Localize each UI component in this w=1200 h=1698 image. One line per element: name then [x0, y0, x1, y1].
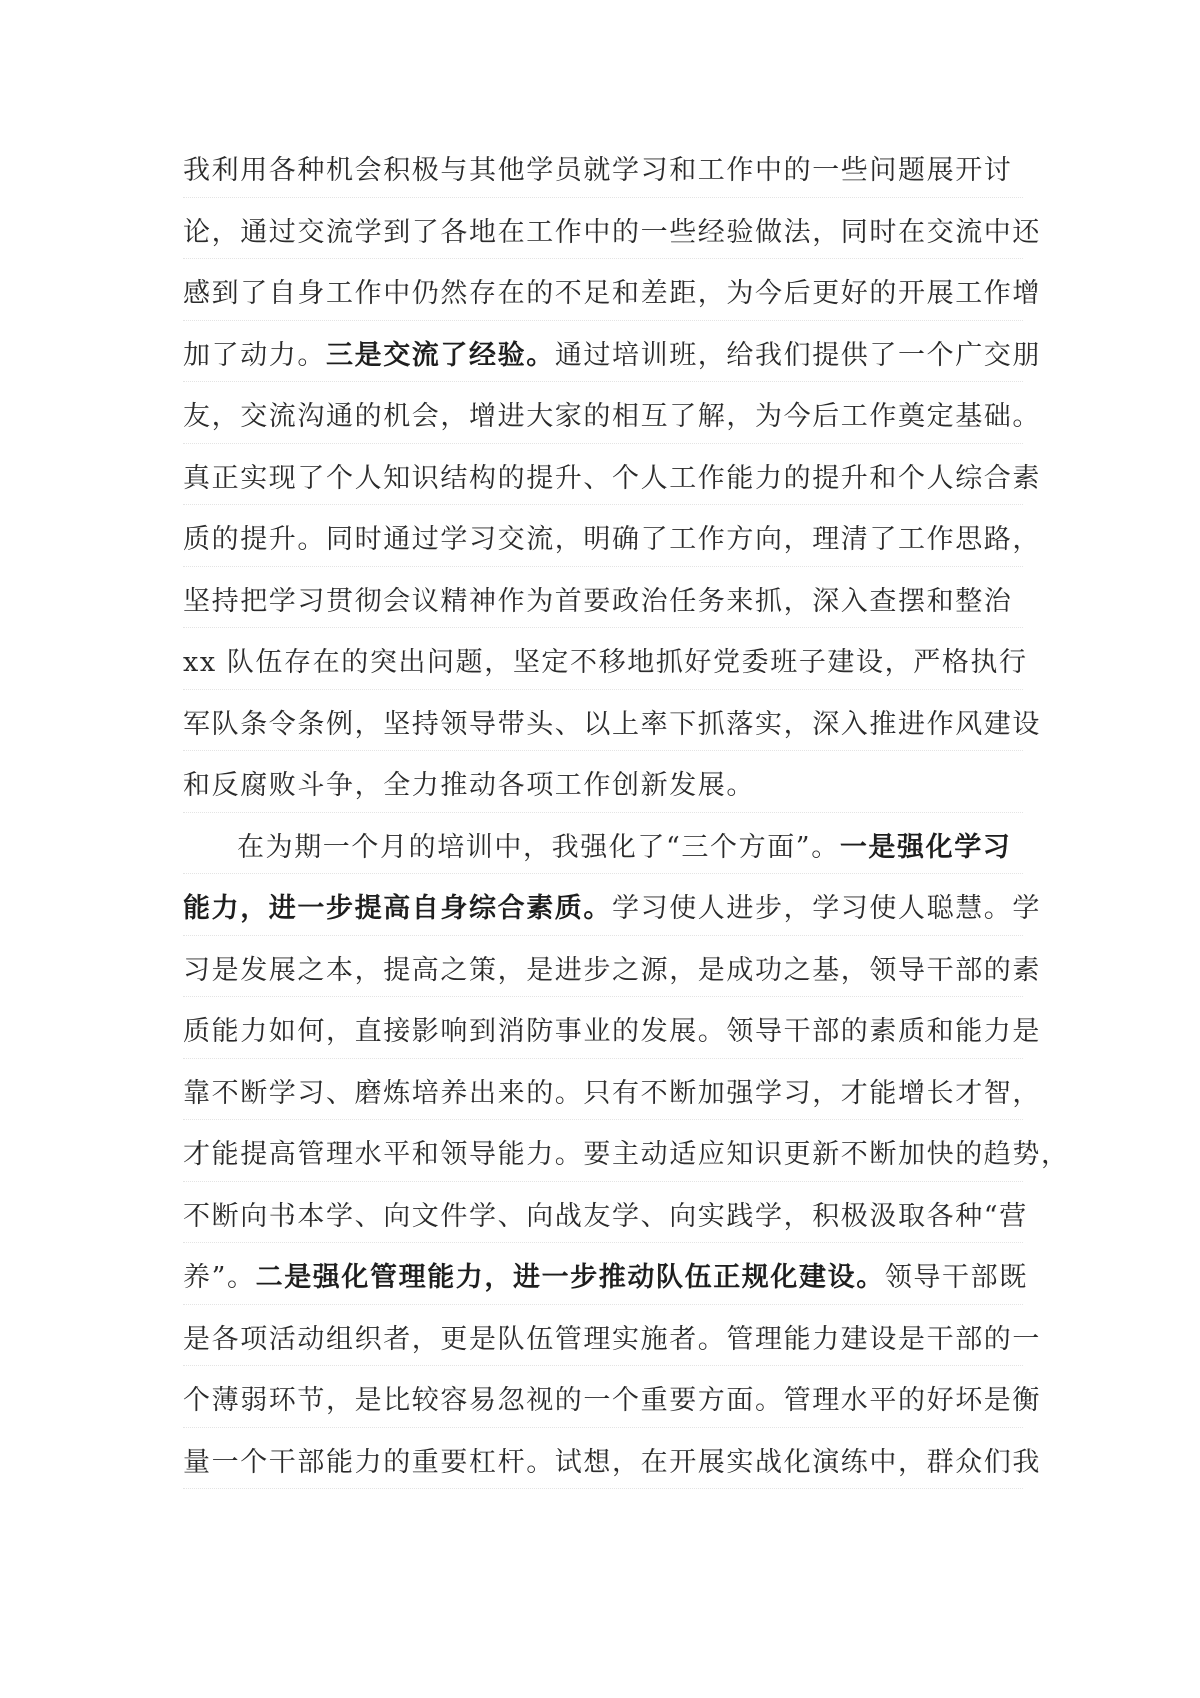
text-line: [183, 1432, 1041, 1494]
text-run: 坚持把学习贯彻会议精神作为首要政治任务来抓，深入查摆和整治: [183, 585, 1013, 617]
text-run: 在为期一个月的培训中，我强化了“三个方面”。: [237, 831, 840, 863]
text-line: [183, 1124, 1070, 1186]
text-run: 质能力如何，直接影响到消防事业的发展。领导干部的素质和能力是: [183, 1016, 1041, 1047]
paragraph-1: [183, 140, 1042, 817]
bold-heading-phrase: 一是强化学习: [839, 831, 1012, 863]
text-line: [183, 1001, 1041, 1063]
text-run: 量一个干部能力的重要杠杆。试想，在开展实战化演练中，群众们我: [183, 1446, 1041, 1478]
text-line: [183, 755, 1023, 817]
text-line: [183, 817, 1023, 879]
text-run: 是各项活动组织者，更是队伍管理实施者。管理能力建设是干部的一: [183, 1323, 1041, 1355]
text-line: [183, 878, 1041, 940]
text-run: xx 队伍存在的突出问题，坚定不移地抓好党委班子建设，严格执行: [183, 647, 1028, 678]
bold-heading-phrase: 三是交流了经验。: [326, 339, 555, 371]
text-line: [183, 386, 1041, 448]
text-run: 加了动力。: [183, 339, 326, 371]
text-run: 领导干部既: [884, 1262, 1028, 1293]
text-line: [183, 263, 1041, 325]
text-run: 通过培训班，给我们提供了一个广交朋: [554, 339, 1042, 371]
text-line: [183, 694, 1041, 756]
text-line: [183, 202, 1041, 264]
text-run: 学习使人进步，学习使人聪慧。学: [612, 893, 1041, 924]
text-line: [183, 940, 1041, 1002]
text-run: 习是发展之本，提高之策，是进步之源，是成功之基，领导干部的素: [183, 954, 1041, 986]
text-line: [183, 1370, 1041, 1432]
text-line: [183, 325, 1042, 387]
text-run: 才能提高管理水平和领导能力。要主动适应知识更新不断加快的趋势，: [183, 1139, 1070, 1170]
text-line: [183, 571, 1023, 633]
text-run: 养”。: [183, 1262, 256, 1293]
text-run: 靠不断学习、磨炼培养出来的。只有不断加强学习，才能增长才智，: [183, 1077, 1041, 1109]
body-text: [183, 140, 1070, 1493]
text-line: [183, 632, 1028, 694]
text-line: [183, 1309, 1041, 1371]
text-line: [183, 1063, 1041, 1125]
text-run: 友，交流沟通的机会，增进大家的相互了解，为今后工作奠定基础。: [183, 401, 1041, 432]
text-line: [183, 509, 1041, 571]
text-run: 军队条令条例，坚持领导带头、以上率下抓落实，深入推进作风建设: [183, 708, 1041, 740]
paragraph-2: [183, 817, 1070, 1494]
text-run: 我利用各种机会积极与其他学员就学习和工作中的一些问题展开讨: [183, 155, 1013, 186]
text-line: [183, 1247, 1028, 1309]
text-run: 感到了自身工作中仍然存在的不足和差距，为今后更好的开展工作增: [183, 278, 1041, 309]
text-run: 个薄弱环节，是比较容易忽视的一个重要方面。管理水平的好坏是衡: [183, 1385, 1041, 1416]
bold-heading-phrase: 二是强化管理能力，进一步推动队伍正规化建设。: [255, 1262, 885, 1293]
text-run: 论，通过交流学到了各地在工作中的一些经验做法，同时在交流中还: [183, 216, 1041, 248]
text-run: 和反腐败斗争，全力推动各项工作创新发展。: [183, 770, 755, 801]
text-run: 真正实现了个人知识结构的提升、个人工作能力的提升和个人综合素: [183, 462, 1041, 494]
text-run: 质的提升。同时通过学习交流，明确了工作方向，理清了工作思路，: [183, 524, 1041, 555]
text-line: [183, 448, 1041, 510]
bold-heading-phrase: 能力，进一步提高自身综合素质。: [183, 893, 612, 924]
text-line: [183, 1186, 1028, 1248]
text-line: [183, 140, 1023, 202]
text-run: 不断向书本学、向文件学、向战友学、向实践学，积极汲取各种“营: [183, 1200, 1028, 1232]
